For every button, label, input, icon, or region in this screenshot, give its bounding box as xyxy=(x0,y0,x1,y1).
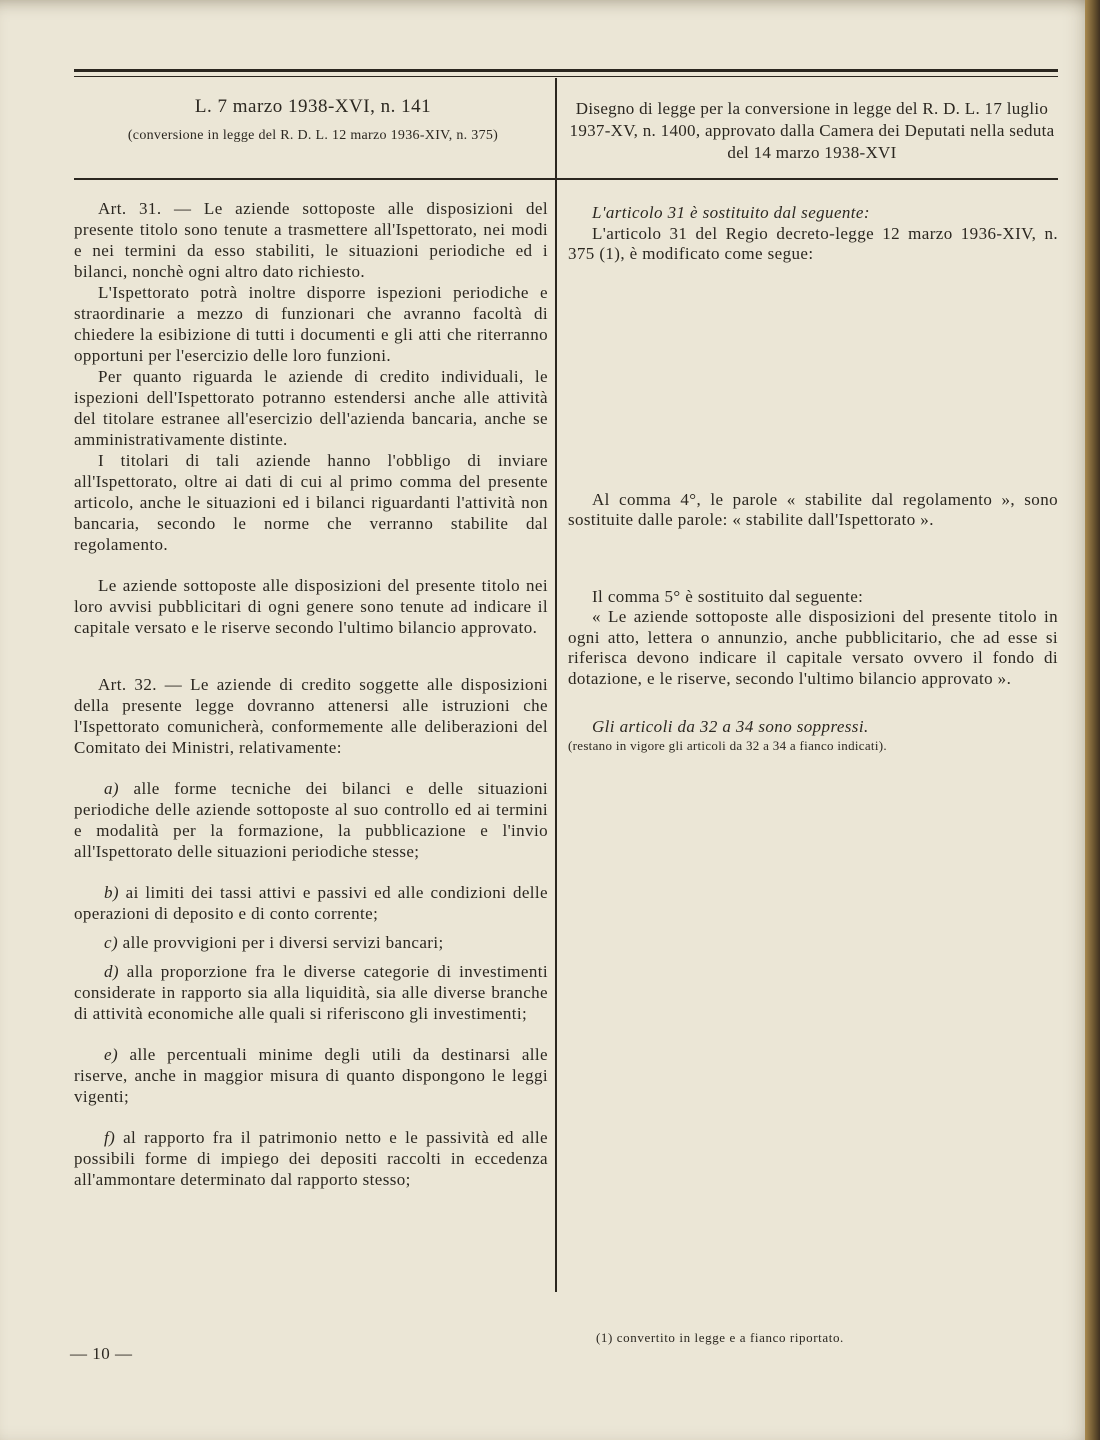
left-header xyxy=(72,96,554,144)
top-rule-thin xyxy=(74,76,1058,77)
art31-paragraph-3: Per quanto riguarda le aziende di credito individuali, le ispezioni dell'Ispettorato potranno estendersi anche alle attività del titolare estranee all'esercizio dell'azienda bancaria, anche se amministrativamente distinte. xyxy=(74,367,548,449)
art32-item-f: f) al rapporto fra il patrimonio netto e le passività ed alle possibili forme di impiego dei depositi raccolti in eccedenza all'ammontare determinato dal rapporto stesso; xyxy=(74,1128,548,1189)
art32-item-e: e) alle percentuali minime degli utili da destinarsi alle riserve, anche in maggior misura di quanto dispongono le leggi vigenti; xyxy=(74,1045,548,1106)
page-number: — 10 — xyxy=(70,1344,133,1363)
art32-item-a: a) alle forme tecniche dei bilanci e delle situazioni periodiche delle aziende sottoposte al suo controllo ed ai termini e modalità per la formazione, la pubblicazione e l'invio all'Ispettorato delle situazioni periodiche stesse; xyxy=(74,779,548,861)
right-articles-suppressed: Gli articoli da 32 a 34 sono soppressi. xyxy=(592,717,869,736)
art32-item-d: d) alla proporzione fra le diverse categorie di investimenti considerate in rapporto sia alla liquidità, sia alle diverse branche di attività economiche alle quali si riferiscono gli investimenti; xyxy=(74,962,548,1023)
column-divider-header xyxy=(555,78,557,178)
right-comma5-text: Il comma 5° è sostituito dal seguente: xyxy=(592,586,864,606)
left-header-title: L. 7 marzo 1938-XVI, n. 141 xyxy=(194,96,432,117)
art32-intro: Art. 32. — Le aziende di credito soggette alle disposizioni della presente legge dovranno attenersi alle istruzioni che l'Ispettorato comunicherà, conformemente alle deliberazioni del Comitato dei Ministri, relativamente: xyxy=(74,675,548,757)
art32-item-c: c) alle provvigioni per i diversi servizi bancari; xyxy=(104,933,444,952)
right-column xyxy=(568,203,1058,754)
top-rule xyxy=(74,69,1058,72)
header-bottom-rule xyxy=(74,178,1058,180)
column-divider-body xyxy=(555,180,557,1292)
left-column xyxy=(74,198,548,1190)
art32-item-b: b) ai limiti dei tassi attivi e passivi ed alle condizioni delle operazioni di deposito e di conto corrente; xyxy=(74,883,548,923)
left-header-subtitle: (conversione in legge del R. D. L. 12 marzo 1936-XIV, n. 375) xyxy=(127,128,499,143)
page-binding-edge xyxy=(1085,0,1100,1440)
right-art31-heading: L'articolo 31 è sostituito dal seguente: xyxy=(592,203,870,222)
right-comma4-text: Al comma 4°, le parole « stabilite dal regolamento », sono sostituite dalle parole: « stabilite dall'Ispettorato ». xyxy=(568,489,1058,529)
right-comma5-quote: « Le aziende sottoposte alle disposizioni del presente titolo in ogni atto, lettera o annunzio, anche pubblicitario, che ad esse si riferisca devono indicare il capitale versato ovvero il fondo di dotazione, e le riserve, secondo l'ultimo bilancio approvato ». xyxy=(568,607,1058,688)
right-header: Disegno di legge per la conversione in legge del R. D. L. 17 luglio 1937-XV, n. 1400, approvato dalla Camera dei Deputati nella seduta del 14 marzo 1938-XVI xyxy=(569,99,1055,162)
right-articles-note: (restano in vigore gli articoli da 32 a 34 a fianco indicati). xyxy=(568,737,887,753)
art31-paragraph-4: I titolari di tali aziende hanno l'obbligo di inviare all'Ispettorato, oltre ai dati di cui al primo comma del presente articolo, anche le situazioni ed i bilanci riguardanti l'attività non bancaria, secondo le norme che verranno stabilite dal regolamento. xyxy=(74,451,548,554)
footnote: (1) convertito in legge e a fianco riportato. xyxy=(596,1330,844,1345)
art31-paragraph-1: Art. 31. — Le aziende sottoposte alle disposizioni del presente titolo sono tenute a trasmettere all'Ispettorato, nei modi e nei termini da esso stabiliti, le situazioni periodiche ed i bilanci, nonchè ogni altro dato richiesto. xyxy=(74,199,548,281)
right-art31-text: L'articolo 31 del Regio decreto-legge 12 marzo 1936-XIV, n. 375 (1), è modificato come segue: xyxy=(568,223,1058,263)
art31-paragraph-2: L'Ispettorato potrà inoltre disporre ispezioni periodiche e straordinarie a mezzo di funzionari che avranno facoltà di chiedere la esibizione di tutti i documenti e gli atti che riterranno opportuni per l'esercizio delle loro funzioni. xyxy=(74,283,548,365)
art31-paragraph-5: Le aziende sottoposte alle disposizioni del presente titolo nei loro avvisi pubblicitari di ogni genere sono tenute ad indicare il capitale versato e le riserve secondo l'ultimo bilancio approvato. xyxy=(74,576,548,637)
